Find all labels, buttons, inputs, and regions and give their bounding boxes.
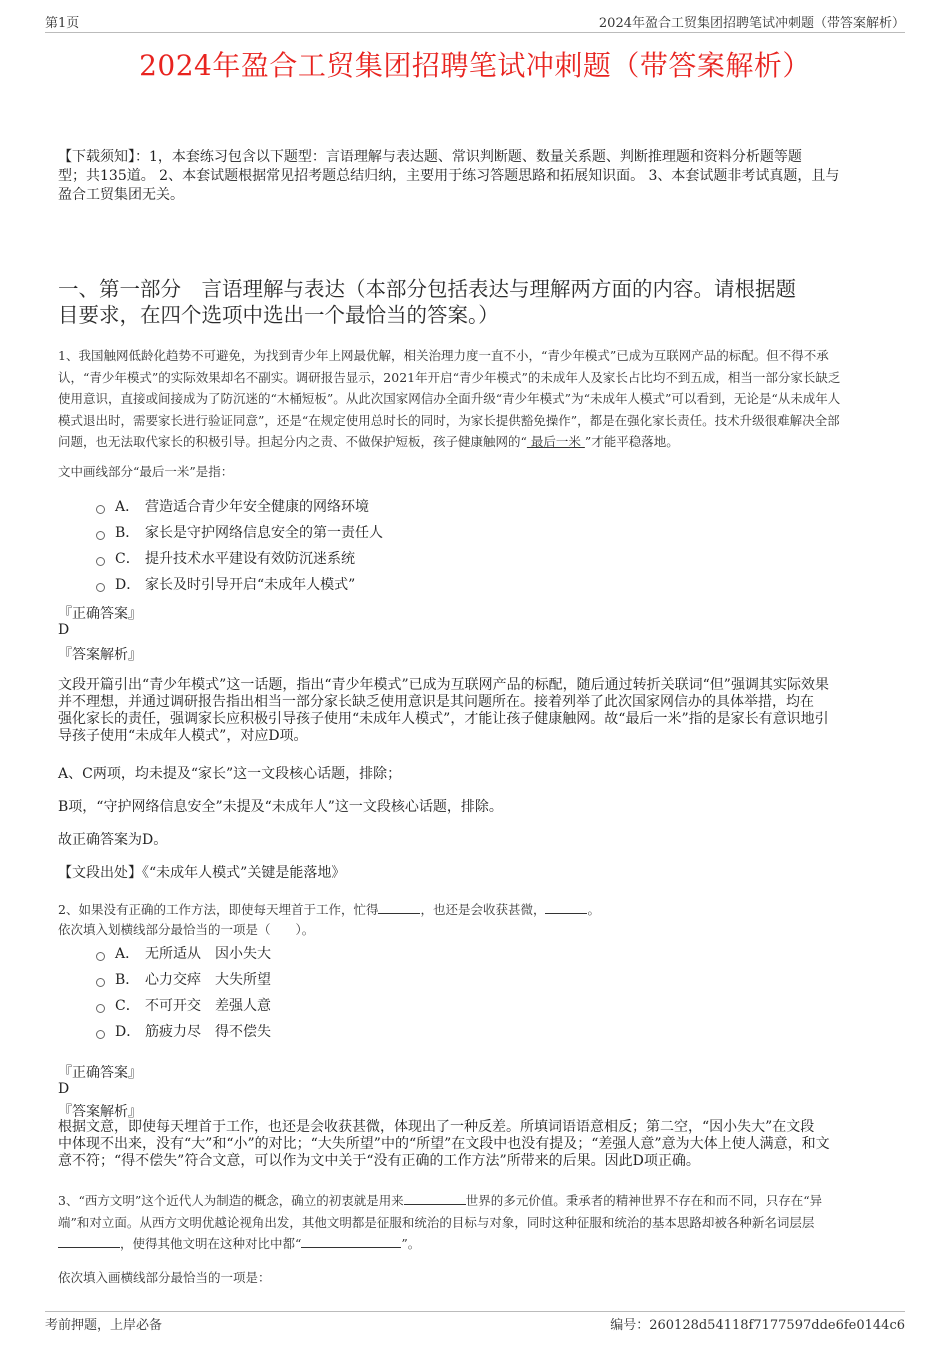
radio-button[interactable]: [96, 505, 105, 514]
analysis-label: 『答案解析』: [58, 1104, 142, 1120]
header-divider: [45, 32, 905, 33]
stem-line: 2、如果没有正确的工作方法，即使每天埋首于工作，忙得 ，也还是会收获甚微， 。: [58, 902, 600, 917]
question-2-stem: [58, 899, 908, 940]
analysis-option-b: B项，“守护网络信息安全”未提及“未成年人”这一文段核心话题，排除。: [58, 799, 503, 815]
radio-button[interactable]: [96, 952, 105, 961]
option-b[interactable]: B． 心力交瘁 大失所望: [96, 968, 271, 990]
fill-blank: [404, 1192, 466, 1205]
section-heading-line: 一、第一部分 言语理解与表达（本部分包括表达与理解两方面的内容。请根据题: [58, 277, 796, 301]
option-d[interactable]: D． 筋疲力尽 得不偿失: [96, 1020, 271, 1042]
correct-answer-label: 『正确答案』: [58, 1065, 142, 1081]
option-a[interactable]: A． 营造适合青少年安全健康的网络环境: [96, 495, 383, 517]
radio-button[interactable]: [96, 1004, 105, 1013]
correct-answer-value: D: [58, 622, 70, 638]
stem-line: 端”和对立面。从西方文明优越论视角出发，其他文明都是征服和统治的目标与对象，同时这种征服和统治的基本思路却被各种新名词层层: [58, 1214, 815, 1230]
analysis-line: 强化家长的责任，强调家长应积极引导孩子使用“未成年人模式”，才能让孩子健康触网。故“最后一米”指的是家长有意识地引: [58, 711, 829, 727]
analysis-line: 意不符；“得不偿失”符合文意，可以作为文中关于“没有正确的工作方法”所带来的后果。因此D项正确。: [58, 1153, 700, 1169]
analysis-label: 『答案解析』: [58, 647, 142, 663]
question-1-prompt: 文中画线部分“最后一米”是指：: [58, 464, 234, 479]
section-heading-line: 目要求，在四个选项中选出一个最恰当的答案。）: [58, 303, 499, 327]
page-title: 2024年盈合工贸集团招聘笔试冲刺题（带答案解析）: [139, 49, 811, 82]
fill-blank: [545, 901, 587, 914]
stem-line: 3、“西方文明”这个近代人为制造的概念，确立的初衷就是用来 世界的多元价值。秉承者的精神世界不存在和而不同，只存在“异: [58, 1193, 823, 1208]
radio-button[interactable]: [96, 978, 105, 987]
fill-blank: [58, 1235, 120, 1248]
radio-button[interactable]: [96, 1030, 105, 1039]
footer-divider: [45, 1311, 905, 1312]
notice-line: 型；共135道。 2、本套试题根据常见招考题总结归纳，主要用于练习答题思路和拓展知识面。 3、本套试题非考试真题，且与: [58, 168, 840, 184]
correct-answer-label: 『正确答案』: [58, 606, 142, 622]
question-3-stem: [58, 1190, 908, 1255]
question-2-options: [96, 942, 271, 1042]
stem-line: 模式退出时，需要家长进行验证同意”，还是“在规定使用总时长的同时，为家长提供豁免操作”，都是在强化家长责任。技术升级很难解决全部: [58, 412, 840, 428]
question-2-analysis: [58, 1119, 908, 1170]
question-3-prompt: 依次填入画横线部分最恰当的一项是：: [58, 1270, 271, 1285]
stem-line: 问题，也无法取代家长的积极引导。担起分内之责、不做保护短板，孩子健康触网的“ 最后一米 ”才能平稳落地。: [58, 434, 679, 449]
notice-line: 【下载须知】：1，本套练习包含以下题型：言语理解与表达题、常识判断题、数量关系题、判断推理题和资料分析题等题: [58, 149, 802, 165]
option-c[interactable]: C． 不可开交 差强人意: [96, 994, 271, 1016]
download-notice: [58, 148, 903, 205]
radio-button[interactable]: [96, 557, 105, 566]
footer-slogan: 考前押题，上岸必备: [45, 1318, 163, 1333]
notice-line: 盈合工贸集团无关。: [58, 187, 184, 203]
correct-answer-value: D: [58, 1081, 70, 1097]
analysis-line: 根据文意，即使每天埋首于工作，也还是会收获甚微，体现出了一种反差。所填词语语意相反；第二空，“因小失大”在文段: [58, 1119, 815, 1135]
analysis-line: 并不理想，并通过调研报告指出相当一部分家长缺乏使用意识是其问题所在。接着列举了此次国家网信办的具体举措，均在: [58, 694, 814, 710]
stem-line: 使用意识，直接或间接成为了防沉迷的“木桶短板”。从此次国家网信办全面升级“青少年模式”为“未成年人模式”可以看到，无论是“从未成年人: [58, 391, 841, 406]
question-1-analysis: [58, 677, 908, 745]
question-1-stem: [58, 345, 908, 453]
option-b[interactable]: B． 家长是守护网络信息安全的第一责任人: [96, 521, 383, 543]
option-a[interactable]: A． 无所适从 因小失大: [96, 942, 271, 964]
underlined-phrase: 最后一米: [526, 434, 585, 449]
stem-line: 依次填入划横线部分最恰当的一项是（ ）。: [58, 921, 315, 937]
passage-source: 【文段出处】《“未成年人模式”关键是能落地》: [58, 865, 346, 881]
analysis-final: 故正确答案为D。: [58, 832, 168, 848]
radio-button[interactable]: [96, 583, 105, 592]
radio-button[interactable]: [96, 531, 105, 540]
analysis-line: 文段开篇引出“青少年模式”这一话题，指出“青少年模式”已成为互联网产品的标配，随后通过转折关联词“但”强调其实际效果: [58, 677, 829, 693]
page-number: 第1页: [45, 16, 80, 31]
stem-line: ，使得其他文明在这种对比中都“ ”。: [58, 1233, 908, 1255]
header-doc-title: 2024年盈合工贸集团招聘笔试冲刺题（带答案解析）: [598, 16, 905, 31]
question-1-options: [96, 495, 383, 595]
analysis-options-ac: A、C两项，均未提及“家长”这一文段核心话题，排除；: [58, 766, 402, 782]
footer-doc-id: 编号：260128d54118f7177597dde6fe0144c6: [610, 1318, 905, 1333]
option-c[interactable]: C． 提升技术水平建设有效防沉迷系统: [96, 547, 383, 569]
stem-line: 认，“青少年模式”的实际效果却名不副实。调研报告显示，2021年开启“青少年模式”的未成年人及家长占比均不到五成，相当一部分家长缺乏: [58, 369, 841, 385]
fill-blank: [301, 1235, 401, 1248]
fill-blank: [378, 901, 420, 914]
analysis-line: 中体现不出来，没有“大”和“小”的对比；“大失所望”中的“所望”在文段中也没有提及；“差强人意”意为大体上使人满意，和文: [58, 1136, 830, 1152]
section-heading: [58, 276, 903, 328]
stem-line: 1、我国触网低龄化趋势不可避免，为找到青少年上网最优解，相关治理力度一直不小，“青少年模式”已成为互联网产品的标配。但不得不承: [58, 348, 829, 363]
analysis-line: 导孩子使用“未成年人模式”，对应D项。: [58, 728, 308, 744]
option-d[interactable]: D． 家长及时引导开启“未成年人模式”: [96, 573, 383, 595]
